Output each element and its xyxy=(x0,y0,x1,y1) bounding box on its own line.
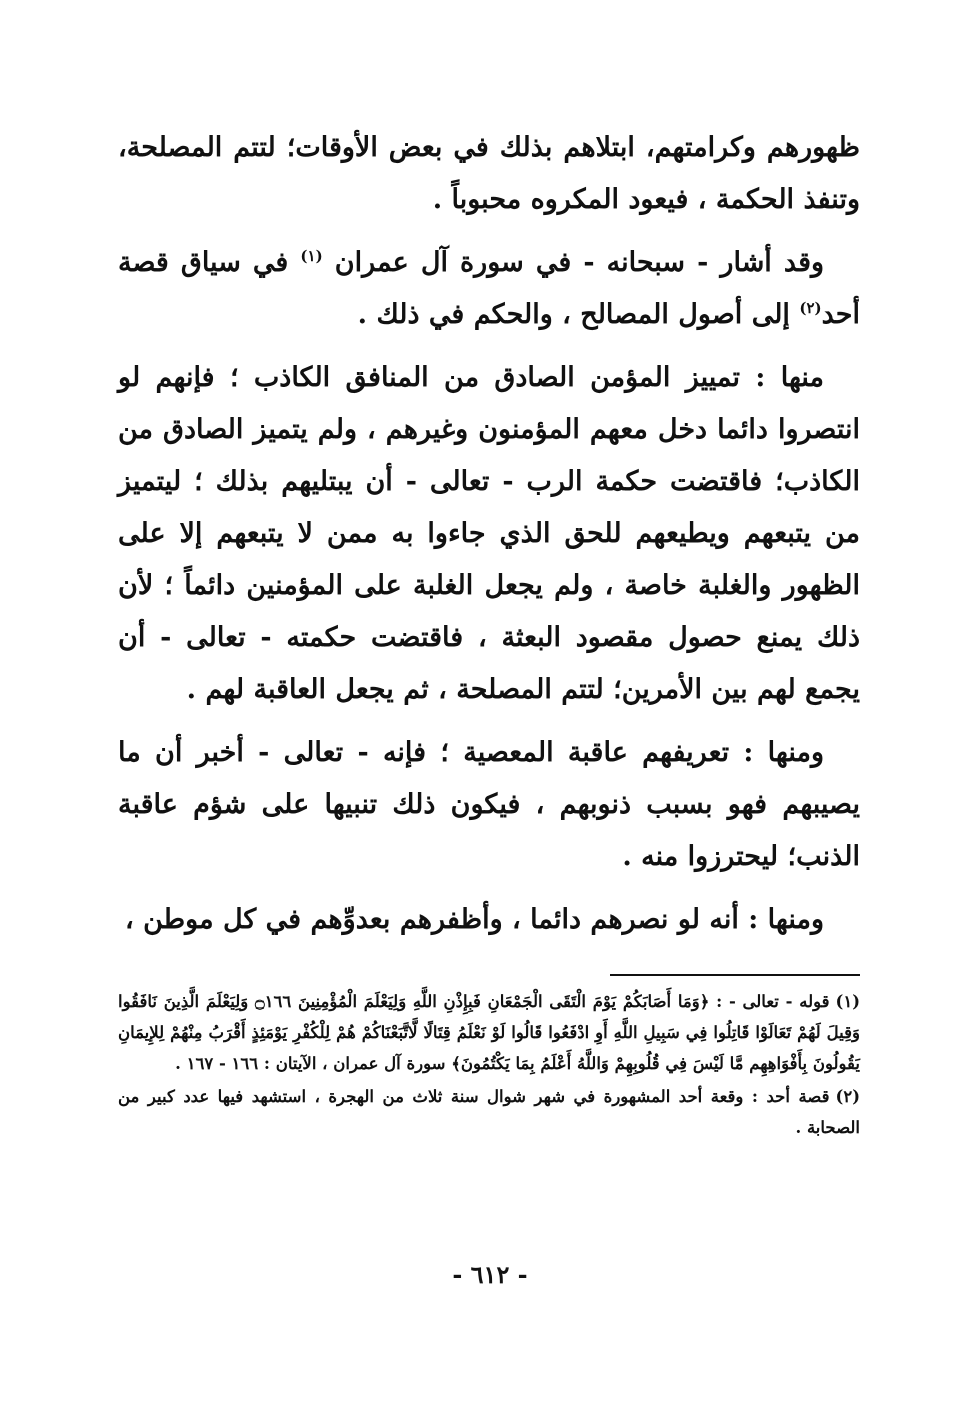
paragraph-2-part-b: في سياق قصة أحد xyxy=(118,247,860,330)
paragraph-3: منها : تمييز المؤمن الصادق من المنافق الكاذب ؛ فإنهم لو انتصروا دائما دخل معهم المؤمنون وغيرهم ، ولم يتميز الصادق من الكاذب؛ فاقتضت حكمة الرب - تعالى - أن يبتليهم بذلك ؛ ليتميز من يتبعهم ويطيعهم للحق الذي جاءوا به ممن لا يتبعهم إلا على الظهور والغلبة خاصة ، ولم يجعل الغلبة على المؤمنين دائماً ؛ لأن ذلك يمنع حصول مقصود البعثة ، فاقتضت حكمته - تعالى - أن يجمع لهم بين الأمرين؛ لتتم المصلحة ، ثم يجعل العاقبة لهم . xyxy=(118,362,860,705)
page-number: - ٦١٢ - xyxy=(452,1260,528,1289)
paragraph-2-part-a: وقد أشار - سبحانه - في سورة آل عمران xyxy=(334,247,825,278)
footnote-2 xyxy=(118,1081,860,1143)
paragraph-2-part-c: إلى أصول المصالح ، والحكم في ذلك . xyxy=(357,299,790,330)
footnote-text: قوله - تعالى - : ﴿وَمَا أَصَابَكُمْ يَوْمَ الْتَقَى الْجَمْعَانِ فَبِإِذْنِ اللَّهِ وَلِيَعْلَمَ الْمُؤْمِنِينَ ۝١٦٦ وَلِيَعْلَمَ الَّذِينَ نَافَقُوا وَقِيلَ لَهُمْ تَعَالَوْا قَاتِلُوا فِي سَبِيلِ اللَّهِ أَوِ ادْفَعُوا قَالُوا لَوْ نَعْلَمُ قِتَالًا لَّاتَّبَعْنَاكُمْ هُمْ لِلْكُفْرِ يَوْمَئِذٍ أَقْرَبُ مِنْهُمْ لِلإِيمَانِ يَقُولُونَ بِأَفْوَاهِهِم مَّا لَيْسَ فِي قُلُوبِهِمْ وَاللَّهُ أَعْلَمُ بِمَا يَكْتُمُونَ﴾ سورة آل عمران ، الآيتان : ١٦٦ - ١٦٧ . xyxy=(118,992,860,1073)
main-text xyxy=(118,122,860,957)
footnote-divider xyxy=(610,974,860,976)
paragraph-5: ومنها : أنه لو نصرهم دائما ، وأظفرهم بعدوِّهم في كل موطن ، xyxy=(124,904,824,935)
footnote-ref-1[interactable]: (١) xyxy=(300,247,323,265)
paragraph-1: ظهورهم وكرامتهم، ابتلاهم بذلك في بعض الأوقات؛ لتتم المصلحة، وتنفذ الحكمة ، فيعود المكروه محبوباً . xyxy=(118,132,860,215)
footnote-text: قصة أحد : وقعة أحد المشهورة في شهر شوال سنة ثلاث من الهجرة ، استشهد فيها عدد كبير من الصحابة . xyxy=(118,1087,860,1137)
footnote-number: (١) xyxy=(835,992,861,1011)
paragraph-4: ومنها : تعريفهم عاقبة المعصية ؛ فإنه - تعالى - أخبر أن ما يصيبهم فهو بسبب ذنوبهم ، فيكون ذلك تنبيها على شؤم عاقبة الذنب؛ ليحترزوا منه . xyxy=(118,737,860,872)
paragraph-2 xyxy=(118,237,860,341)
footnote-1 xyxy=(118,986,860,1079)
footnote-ref-2[interactable]: (٢) xyxy=(799,299,822,317)
footnotes xyxy=(118,986,860,1145)
footnote-number: (٢) xyxy=(835,1087,860,1106)
